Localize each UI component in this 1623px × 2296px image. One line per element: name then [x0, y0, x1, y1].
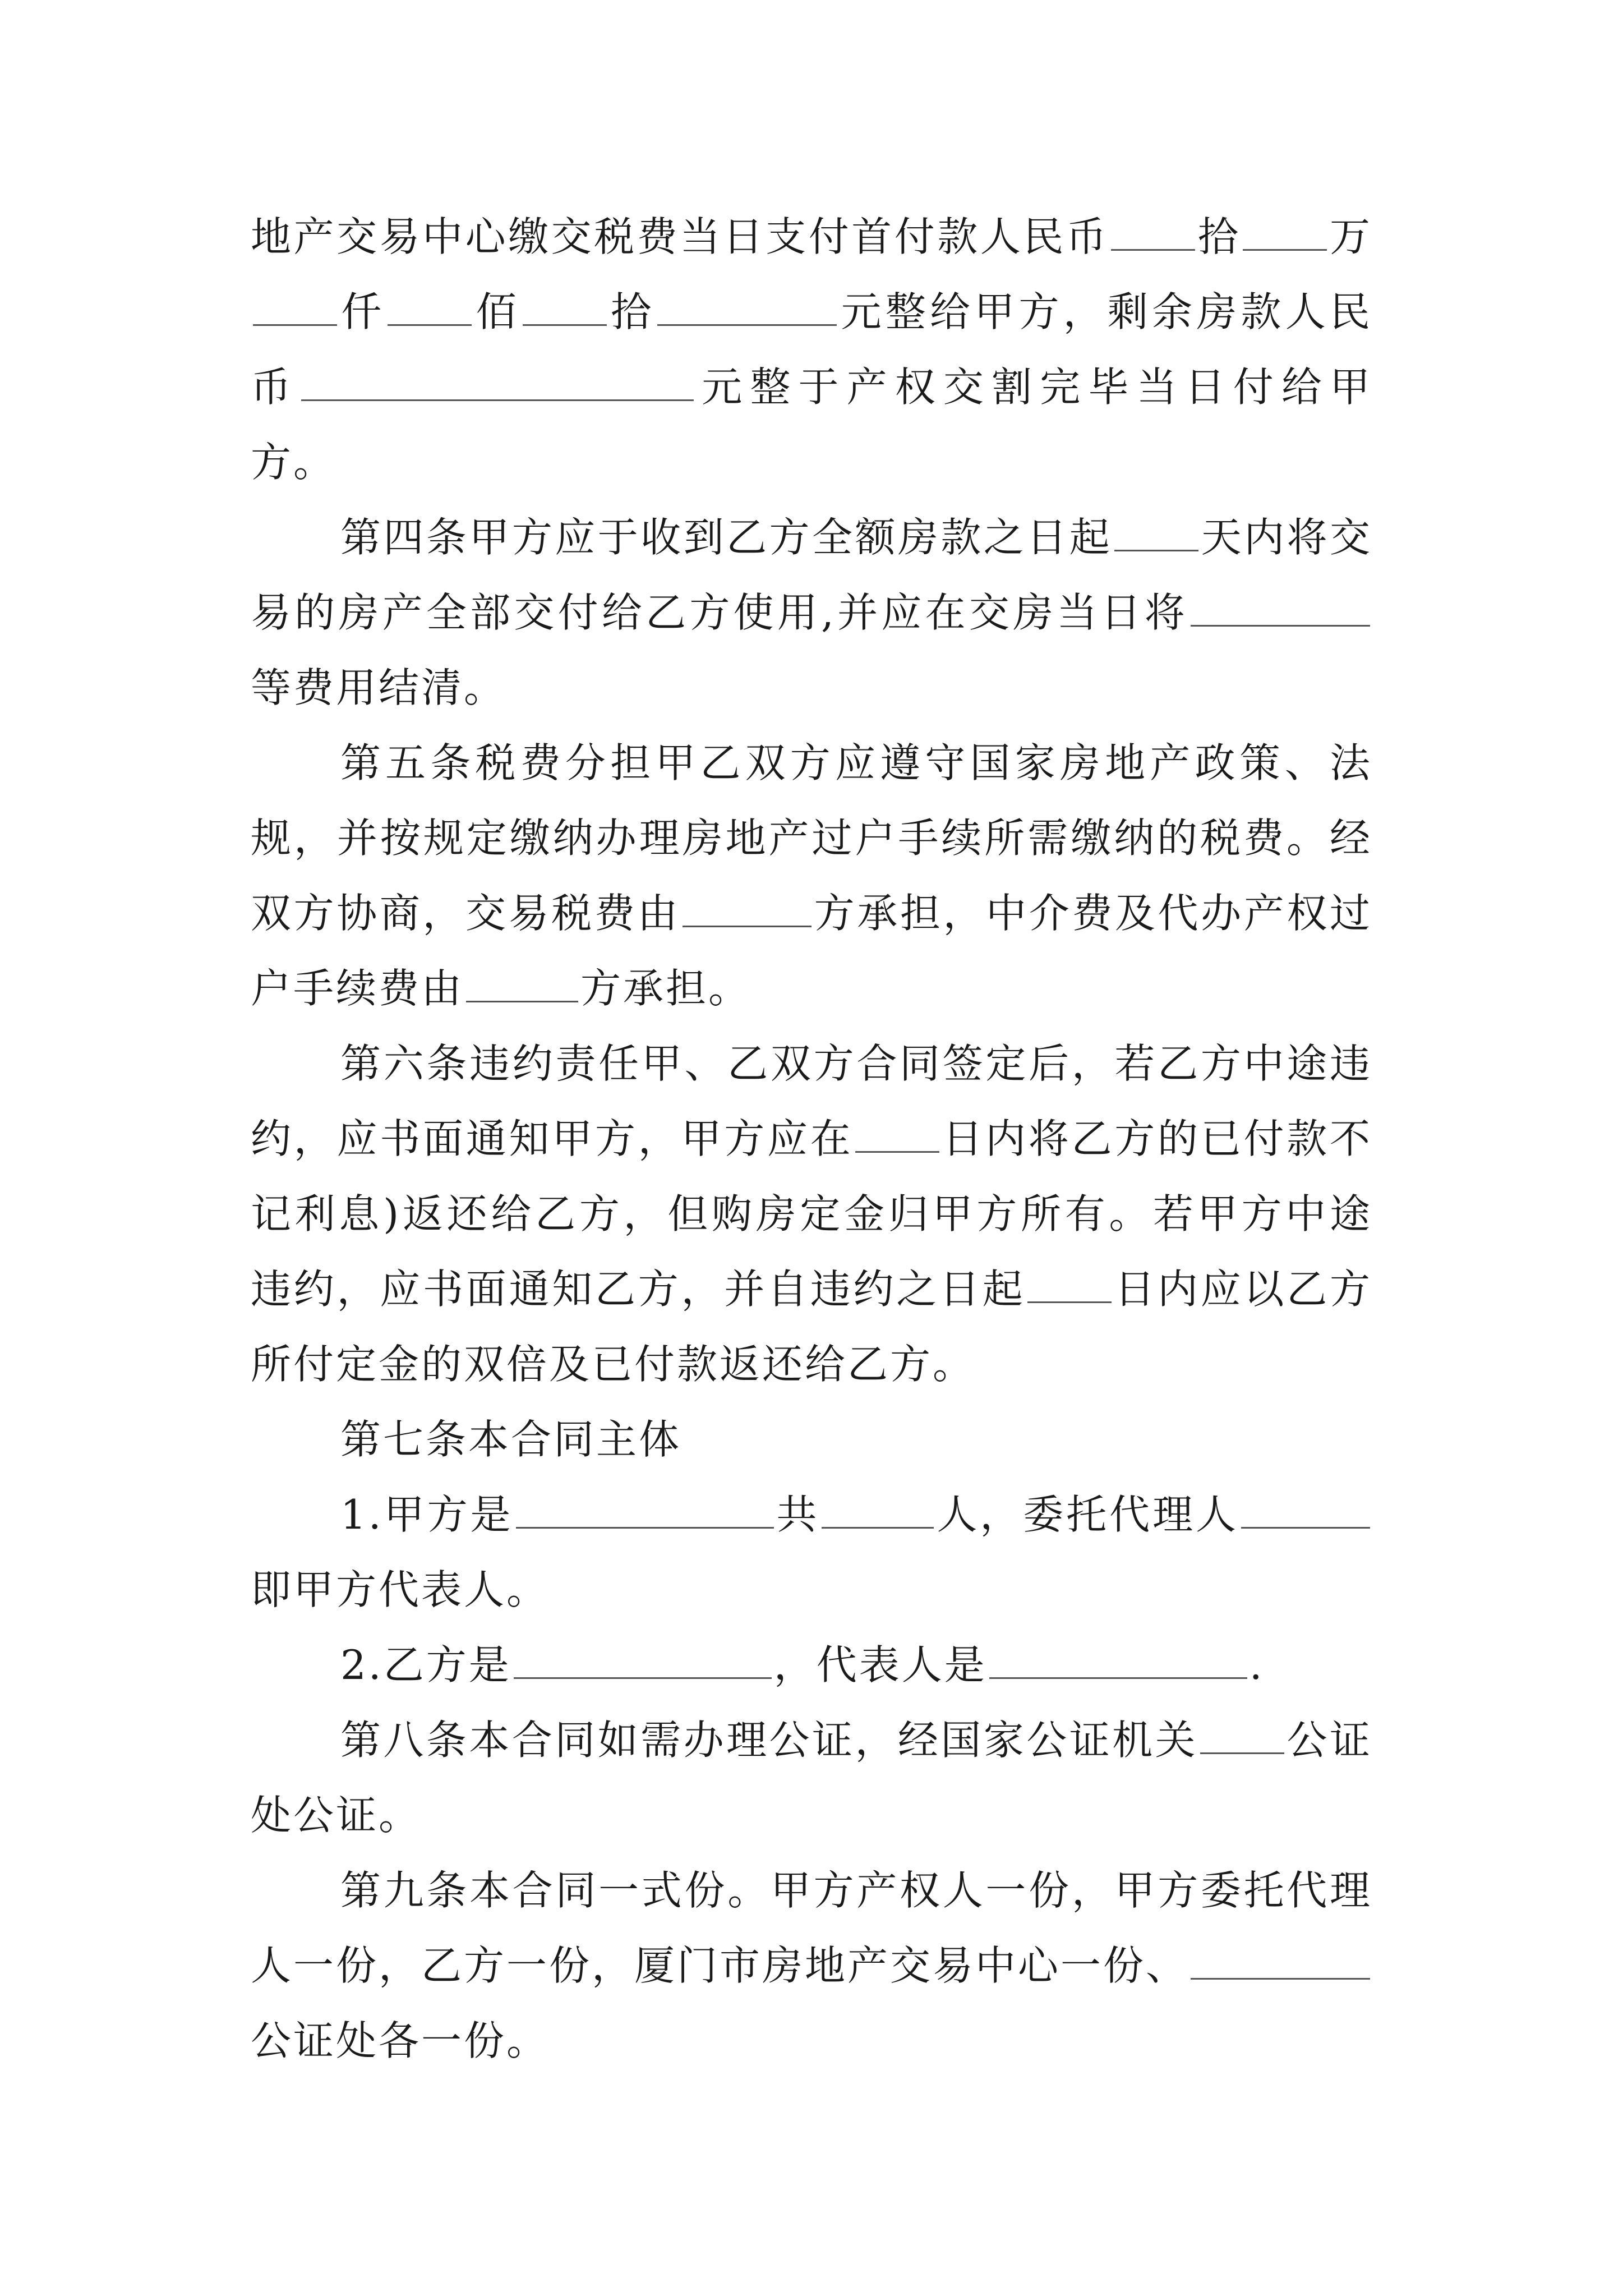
article-4	[251, 500, 1372, 725]
blank-field	[989, 1642, 1247, 1679]
text-segment: 即甲方代表人。	[251, 1566, 550, 1613]
text-segment: 方承担。	[580, 965, 751, 1012]
text-segment: 拾	[1197, 213, 1241, 260]
text-segment: 第五条税费分担甲乙双方应遵守国家房地产政策、法规，并按规定缴纳办理房地产过户手续所需缴纳的税费。经双方协商，交易税费由	[251, 739, 1372, 937]
text-segment: 公证处公证。	[251, 1717, 1372, 1839]
payment-paragraph	[251, 199, 1372, 500]
text-segment: 币	[251, 364, 299, 411]
blank-field	[1111, 214, 1195, 251]
article-7-item-1	[251, 1477, 1372, 1627]
blank-field	[466, 966, 578, 1002]
text-segment: 共	[776, 1491, 820, 1538]
text-segment: 第八条本合同如需办理公证，经国家公证机关	[340, 1717, 1198, 1764]
text-segment: 元整于产权交割完毕当日付给甲方。	[251, 364, 1372, 486]
article-5	[251, 725, 1372, 1026]
text-segment: 第七条本合同主体	[340, 1416, 682, 1463]
text-segment: 天内将交易的房产全部交付给乙方使用,并应在交房当日将	[251, 514, 1372, 636]
text-segment: 拾	[608, 288, 656, 335]
blank-field	[388, 289, 472, 326]
blank-field	[1241, 1492, 1370, 1529]
blank-field	[1114, 515, 1198, 551]
blank-field	[514, 1642, 772, 1679]
article-8	[251, 1703, 1372, 1853]
article-9	[251, 1853, 1372, 2078]
text-segment: 佰	[474, 288, 520, 335]
text-segment: 第四条甲方应于收到乙方全额房款之日起	[340, 514, 1113, 561]
text-segment: 地产交易中心缴交税费当日支付首付款人民币	[251, 213, 1109, 260]
blank-field	[516, 1492, 774, 1529]
article-7-title	[251, 1402, 1372, 1477]
text-segment: 日内应以乙方所付定金的双倍及已付款返还给乙方。	[251, 1266, 1372, 1388]
text-segment: 人，委托代理人	[936, 1491, 1239, 1538]
blank-field	[1243, 214, 1327, 251]
text-segment: 万	[1329, 213, 1372, 260]
text-segment: 公证处各一份。	[251, 2017, 550, 2064]
blank-field	[1027, 1267, 1112, 1303]
blank-field	[301, 365, 694, 401]
blank-field	[1191, 590, 1370, 627]
text-segment: 第九条本合同一式份。甲方产权人一份，甲方委托代理人一份，乙方一份，厦门市房地产交易中心一份、	[251, 1867, 1372, 1989]
text-segment: ，代表人是	[773, 1641, 987, 1688]
article-6	[251, 1026, 1372, 1402]
blank-field	[253, 289, 337, 326]
document-page	[251, 199, 1372, 2078]
text-segment: 等费用结清。	[251, 664, 507, 711]
blank-field	[855, 1116, 939, 1153]
article-7-item-2	[251, 1627, 1372, 1703]
text-segment: 方承担，中介费及代办产权过户手续费由	[251, 890, 1372, 1012]
blank-field	[1191, 1943, 1370, 1980]
text-segment: 日内将乙方的已付款不记利息)返还给乙方，但购房定金归甲方所有。若甲方中途违约，应书面通知乙方，并自违约之日起	[251, 1115, 1372, 1313]
text-segment: 第六条违约责任甲、乙双方合同签定后，若乙方中途违约，应书面通知甲方，甲方应在	[251, 1040, 1372, 1162]
blank-field	[1200, 1718, 1284, 1754]
text-segment: 元整给甲方，剩余房款人民	[839, 288, 1372, 335]
text-segment: .	[1249, 1641, 1265, 1688]
blank-field	[822, 1492, 934, 1529]
blank-field	[657, 289, 837, 326]
text-segment: 仟	[339, 288, 386, 335]
blank-field	[683, 891, 811, 927]
text-segment: 1.甲方是	[340, 1491, 514, 1538]
text-segment: 2.乙方是	[340, 1641, 511, 1688]
blank-field	[523, 289, 607, 326]
